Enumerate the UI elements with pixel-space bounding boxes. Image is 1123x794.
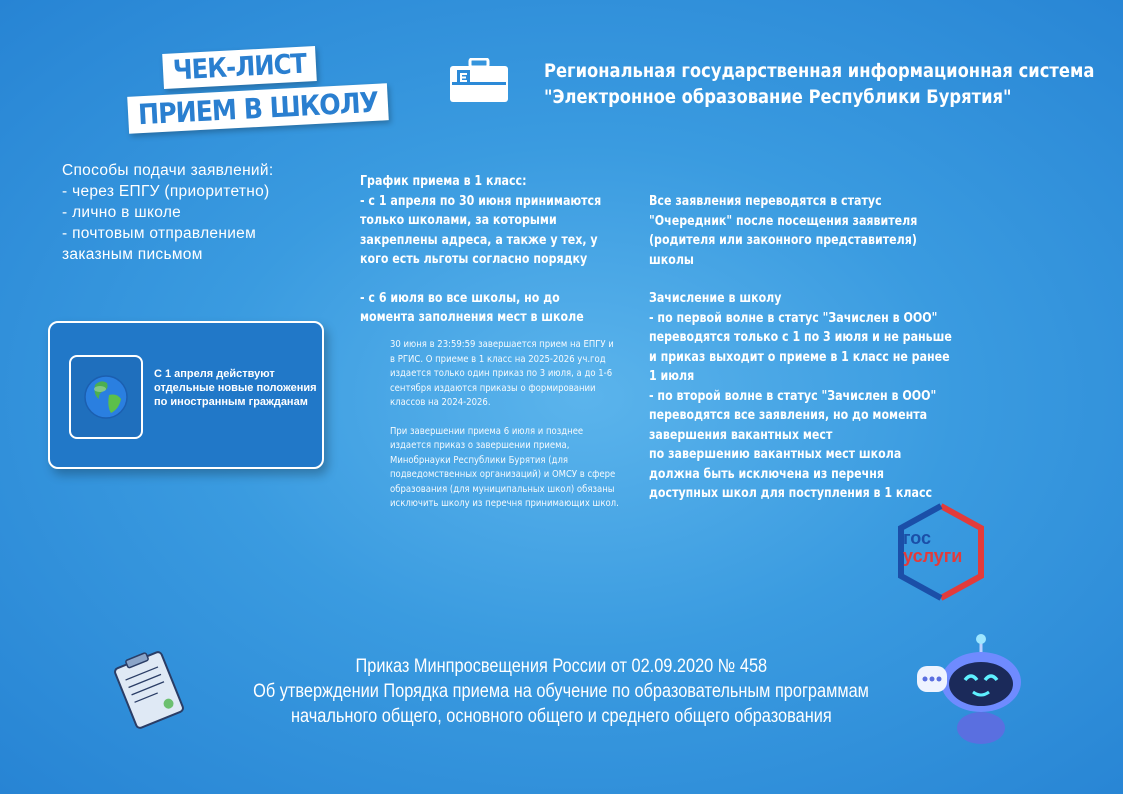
schedule-note1: 30 июня в 23:59:59 завершается прием на ЕПГУ и в РГИС. О приеме в 1 класс на 2025-2026 уч.год издается только один приказ по 3 июля, а до 1-6 сентября издаются приказы о формировании классов на 2024-2026.	[390, 339, 614, 408]
header-title	[544, 58, 1094, 110]
footer-line2: Об утверждении Порядка приема на обучение по образовательным программам	[253, 681, 870, 702]
card-text: С 1 апреля действуют отдельные новые положения по иностранным гражданам	[154, 368, 317, 408]
foreign-citizens-card	[48, 321, 324, 469]
enroll-wave2: - по второй волне в статус "Зачислен в ООО" переводятся все заявления, но до момента завершения вакантных мест	[649, 388, 937, 443]
enrollment-section	[649, 192, 955, 504]
gosuslugi-logo	[895, 500, 987, 604]
methods-title: Способы подачи заявлений:	[62, 162, 274, 179]
header-line2: "Электронное образование Республики Бурятия"	[544, 86, 1012, 108]
methods-item: заказным письмом	[62, 246, 203, 263]
methods-item: - почтовым отправлением	[62, 225, 257, 242]
enroll-end: по завершению вакантных мест школа должна быть исключена из перечня доступных школ для поступления в 1 класс	[649, 447, 933, 501]
schedule-item2: - с 6 июля во все школы, но до момента заполнения мест в школе	[360, 290, 584, 325]
footer-line3: начального общего, основного общего и среднего общего образования	[291, 706, 832, 727]
submission-methods	[62, 160, 273, 265]
footer-line1: Приказ Минпросвещения России от 02.09.2020 № 458	[355, 656, 768, 677]
schedule-item1: - с 1 апреля по 30 июня принимаются только школами, за которыми закреплены адреса, а также у тех, у кого есть льготы согласно порядку	[360, 193, 602, 267]
gosuslugi-line1: гос	[903, 528, 932, 548]
gosuslugi-line2: услуги	[903, 546, 963, 566]
badge-line1: ЧЕК-ЛИСТ	[162, 46, 317, 89]
enroll-title: Зачисление в школу	[649, 291, 782, 306]
methods-item: - лично в школе	[62, 204, 182, 221]
header-line1: Региональная государственная информационная система	[544, 60, 1095, 82]
status-note: Все заявления переводятся в статус "Очередник" после посещения заявителя (родителя или законного представителя) школы	[649, 194, 918, 268]
enroll-wave1: - по первой волне в статус "Зачислен в ООО" переводятся только с 1 по 3 июля и не раньше и приказ выходит о приеме в 1 класс не ранее 1 июля	[649, 310, 952, 384]
briefcase-icon	[448, 58, 510, 104]
footer-order	[0, 654, 1123, 729]
schedule-section	[360, 172, 615, 328]
schedule-notes	[390, 338, 620, 512]
globe-icon	[71, 357, 141, 437]
schedule-note2: При завершении приема 6 июля и позднее издается приказ о завершении приема, Минобрнауки Республики Бурятия (для подведомственных организаций) и ОМСУ в сфере образования (для муниципальных школ) обязаны исключить школу из перечня принимающих школ.	[390, 425, 619, 509]
methods-item: - через ЕПГУ (приоритетно)	[62, 183, 270, 200]
badge-line2: ПРИЕМ В ШКОЛУ	[127, 83, 389, 134]
globe-icon-frame	[69, 355, 143, 439]
schedule-title: График приема в 1 класс:	[360, 174, 527, 189]
